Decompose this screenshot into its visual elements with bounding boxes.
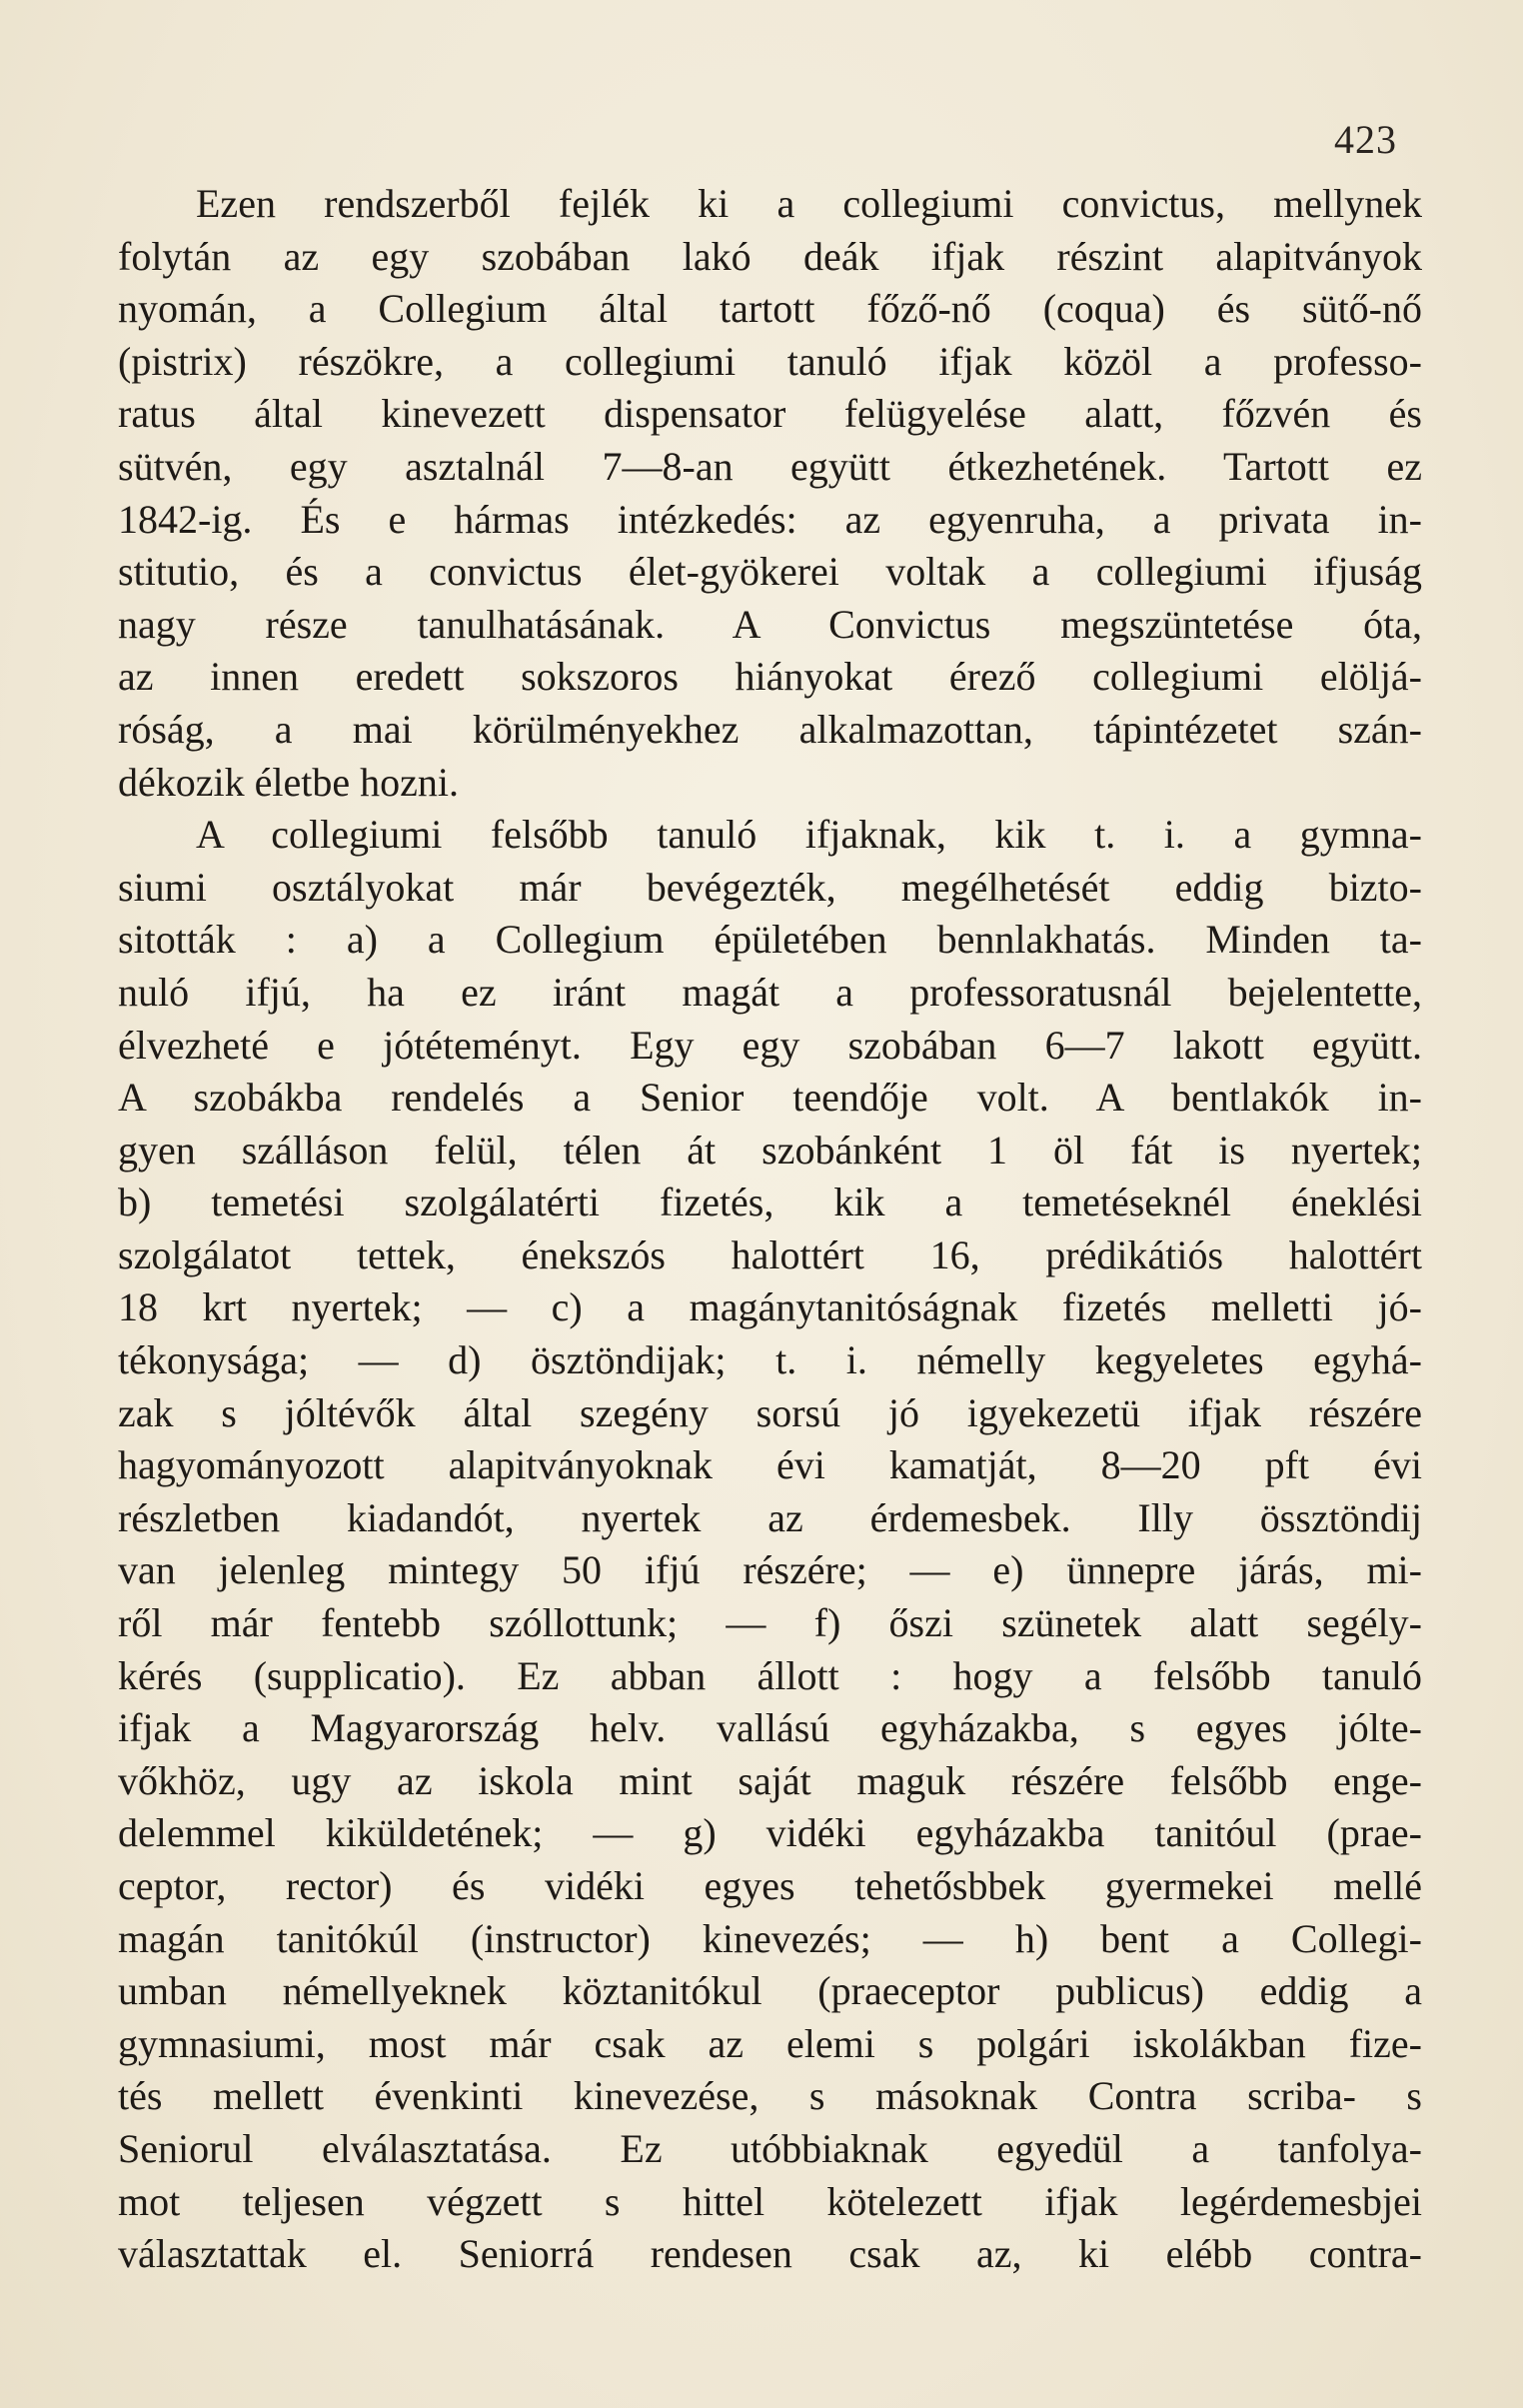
text-line: nagy része tanulhatásának. A Convictus megszüntetése óta,	[118, 601, 1422, 647]
text-line: vőkhöz, ugy az iskola mint saját maguk részére felsőbb enge-	[118, 1757, 1422, 1803]
text-line: hagyományozott alapitványoknak évi kamatját, 8—20 pft évi	[118, 1442, 1422, 1488]
text-line: az innen eredett sokszoros hiányokat érező collegiumi elöljá-	[118, 654, 1422, 700]
text-line: sütvén, egy asztalnál 7—8-an együtt étkezhetének. Tartott ez	[118, 443, 1422, 489]
text-line: Seniorul elválasztatása. Ez utóbbiaknak egyedül a tanfolya-	[118, 2125, 1422, 2171]
text-line: ceptor, rector) és vidéki egyes tehetősbbek gyermekei mellé	[118, 1863, 1422, 1908]
text-line: róság, a mai körülményekhez alkalmazottan, tápintézetet szán-	[118, 706, 1422, 752]
text-line: sitották : a) a Collegium épületében bennlakhatás. Minden ta-	[118, 917, 1422, 963]
text-line: részletben kiadandót, nyertek az érdemesbek. Illy össztöndij	[118, 1494, 1422, 1540]
page-number: 423	[1334, 117, 1397, 162]
text-line: ről már fentebb szóllottunk; — f) őszi szünetek alatt segély-	[118, 1600, 1422, 1646]
text-line: nuló ifjú, ha ez iránt magát a professoratusnál bejelentette,	[118, 969, 1422, 1015]
text-line: magán tanitókúl (instructor) kinevezés; — h) bent a Collegi-	[118, 1915, 1422, 1961]
text-line: gymnasiumi, most már csak az elemi s polgári iskolákban fize-	[118, 2020, 1422, 2066]
body-text	[118, 178, 1422, 2281]
text-line: választattak el. Seniorrá rendesen csak az, ki elébb contra-	[118, 2231, 1422, 2277]
text-line: tés mellett évenkinti kinevezése, s másoknak Contra scriba- s	[118, 2073, 1422, 2119]
text-line: élvezheté e jótéteményt. Egy egy szobában 6—7 lakott együtt.	[118, 1022, 1422, 1068]
text-line: zak s jóltévők által szegény sorsú jó igyekezetü ifjak részére	[118, 1389, 1422, 1435]
text-line: 18 krt nyertek; — c) a magánytanitóságnak fizetés melletti jó-	[118, 1284, 1422, 1330]
text-line: dékozik életbe hozni.	[118, 759, 459, 805]
text-line: A collegiumi felsőbb tanuló ifjaknak, kik t. i. a gymna-	[196, 812, 1422, 858]
text-line: siumi osztályokat már bevégezték, megélhetését eddig bizto-	[118, 864, 1422, 910]
text-line: Ezen rendszerből fejlék ki a collegiumi convictus, mellynek	[196, 181, 1422, 226]
text-line: szolgálatot tettek, énekszós halottért 16, prédikátiós halottért	[118, 1231, 1422, 1277]
text-line: umban némellyeknek köztanitókul (praeceptor publicus) eddig a	[118, 1968, 1422, 2014]
text-line: 1842-ig. És e hármas intézkedés: az egyenruha, a privata in-	[118, 496, 1422, 542]
text-line: ratus által kinevezett dispensator felügyelése alatt, főzvén és	[118, 391, 1422, 437]
text-line: stitutio, és a convictus élet-gyökerei voltak a collegiumi ifjuság	[118, 549, 1422, 595]
text-line: tékonysága; — d) ösztöndijak; t. i. némelly kegyeletes egyhá-	[118, 1337, 1422, 1383]
text-line: nyomán, a Collegium által tartott főző-nő (coqua) és sütő-nő	[118, 286, 1422, 332]
text-line: ifjak a Magyarország helv. vallású egyházakba, s egyes jólte-	[118, 1705, 1422, 1751]
text-line: b) temetési szolgálatérti fizetés, kik a temetéseknél éneklési	[118, 1180, 1422, 1225]
text-line: van jelenleg mintegy 50 ifjú részére; — e) ünnepre járás, mi-	[118, 1547, 1422, 1593]
text-line: gyen szálláson felül, télen át szobánként 1 öl fát is nyertek;	[118, 1127, 1422, 1173]
text-line: delemmel kiküldetének; — g) vidéki egyházakba tanitóul (prae-	[118, 1810, 1422, 1856]
text-line: kérés (supplicatio). Ez abban állott : hogy a felsőbb tanuló	[118, 1652, 1422, 1698]
text-line: mot teljesen végzett s hittel kötelezett ifjak legérdemesbjei	[118, 2178, 1422, 2224]
text-line: folytán az egy szobában lakó deák ifjak részint alapitványok	[118, 233, 1422, 279]
text-line: (pistrix) részökre, a collegiumi tanuló ifjak közöl a professo-	[118, 338, 1422, 384]
text-line: A szobákba rendelés a Senior teendője volt. A bentlakók in-	[118, 1075, 1422, 1121]
